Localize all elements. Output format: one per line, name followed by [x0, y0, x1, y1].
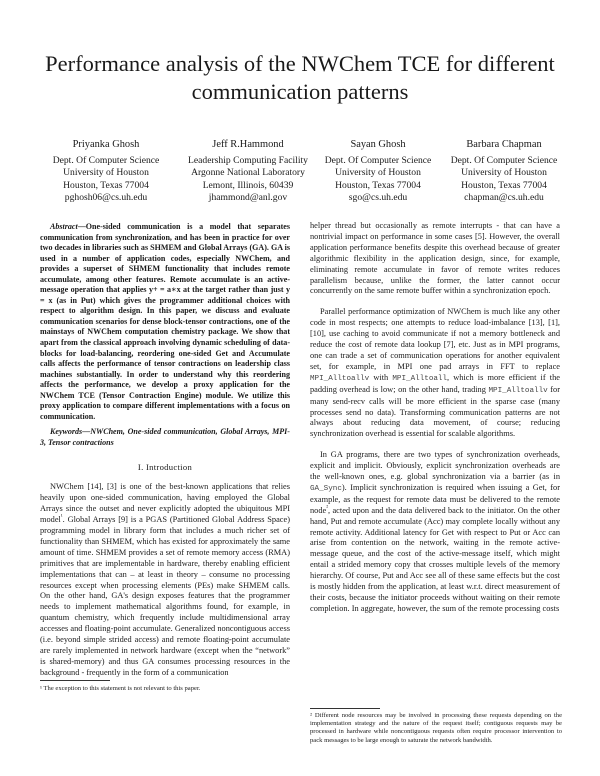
author-dept: Leadership Computing Facility [188, 154, 308, 166]
abstract [40, 222, 290, 422]
author-city: Houston, Texas 77004 [63, 179, 149, 191]
author-block [312, 139, 444, 205]
left-column [40, 222, 290, 679]
abstract-text: —One-sided communication is a model that separates communication from synchronization, and has been in practice for over two decades in libraries such as SHMEM and Global Arrays (GA). GA is used in a number of application codes, especially NWChem, and provides a superset of SHMEM functionality that includes remote accumulate, among other features. Remote accumulate is an active-message operation that applies y+ = a∗x at the target rather than just y = x (as in Put) which gives the programmer additional choices with respect to algorithm design. In this paper, we discuss and evaluate communication scenarios for dense block-tensor contractions, one of the mainstays of NWChem computation chemistry package. We show that apart from the classical approach involving dynamic scheduling of data-blocks for load-balancing, reordering one-sided Get and Accumulate calls affects the performance of tensor contractions on leadership class machines substantially. In order to understand why this reordering affects the performance, we develop a proxy application for the NWChem TCE (Tensor Contraction Engine) module. We utilize this proxy application to compare different implementations with a focus on communication. [40, 222, 290, 421]
footnote: ² Different node resources may be involved in processing these requests depending on the implementation strategy and the nature of the request itself; contiguous requests may be processed in hardware while noncontiguous requests often require processor intervention to pack messages to be large enough to saturate the network bandwidth. [310, 712, 562, 744]
author-name: Jeff R.Hammond [212, 139, 284, 150]
author-city: Houston, Texas 77004 [461, 179, 547, 191]
body-paragraph: Parallel performance optimization of NWChem is much like any other code in most respects; one attempts to reduce load-imbalance [13], [1], [10], use caching to avoid communicate if not a memory bottleneck and reduce the cost of remote data lookup [7], etc. Just as in MPI programs, one can trade a set of communication operations for another equivalent set, for example, in MPI one pad arrays in FFT to replace MPI_Alltoallv with MPI_Alltoall, which is more efficient if the padding overhead is low; on the other hand, trading MPI_Alltoallv for many send-recv calls will be more efficient in the sparse case (many processes send no data). Transforming communication patterns are not always about reducing data movement, of course; reducing synchronization overhead is essential for scalable algorithms. [310, 307, 561, 439]
author-dept: Dept. Of Computer Science [324, 154, 432, 166]
code-term: GA_Sync [310, 484, 342, 493]
keywords: Keywords—NWChem, One-sided communication, Global Arrays, MPI-3, Tensor contractions [40, 427, 290, 447]
footnote-mark: ¹ [60, 514, 63, 521]
footnote: ¹ The exception to this statement is not relevant to this paper. [40, 685, 201, 692]
paper-title: Performance analysis of the NWChem TCE for different communication patterns [45, 51, 555, 104]
section-heading: I. Introduction [137, 462, 193, 473]
body-paragraph: NWChem [14], [3] is one of the best-known applications that relies heavily upon one-sided communication, having employed the Global Arrays since the outset and never explicitly adopted the ubiquitous MPI model$^{^1}$. Global Arrays [9] is a PGAS (Partitioned Global Address Space) programming model in library form that includes a much richer set of functionality than SHMEM, which has existed for approximately the same amount of time. SHMEM provides a set of remote memory access (RMA) primitives that are implementable in hardware, thereby enabling efficient implementations that can – at least in theory – consume no processing resources except when processing elements (PEs) make SHMEM calls. On the other hand, GA's design exposes features that the programmer needs to implement mathematical algorithms found, for example, in quantum chemistry, which frequently include multidimensional array accesses and floating-point accumulate. Generalized noncontiguous access (i.e. beyond simple strided access) and remote floating-point accumulate are rarely implemented in network hardware (except when the “network” is shared-memory) and thus GA consumes processing resources in the background - frequently in the form of a communication [40, 482, 290, 677]
author-org: University of Houston [63, 167, 149, 179]
body-paragraph: helper thread but occasionally as remote interrupts - that can have a nontrivial impact on performance in some cases [5]. However, the overall application performance benefits despite this overhead because of greater algorithmic flexibility in the application design, since, for example, eliminating remote accumulate in favor of remote writes reduces parallelism because, unlike the former, the latter cannot occur concurrently on the same remote buffer within a synchronization epoch. [310, 221, 560, 296]
author-dept: Dept. Of Computer Science [52, 154, 160, 166]
code-term: MPI_Alltoallv [488, 386, 548, 395]
author-name: Barbara Chapman [466, 139, 542, 150]
author-block [438, 139, 570, 205]
footnote-rule [310, 708, 380, 709]
author-name: Sayan Ghosh [350, 139, 406, 150]
author-email: pghosh06@cs.uh.edu [64, 192, 148, 204]
author-email: sgo@cs.uh.edu [348, 192, 408, 204]
author-org: Argonne National Laboratory [191, 167, 305, 179]
right-column [310, 221, 560, 615]
author-city: Houston, Texas 77004 [335, 179, 421, 191]
author-dept: Dept. Of Computer Science [450, 154, 558, 166]
body-paragraph: In GA programs, there are two types of synchronization overheads, explicit and implicit. Obviously, explicit synchronization overheads are the well-known ones, e.g. global synchronization via a barrier (as in GA_Sync). Implicit synchronization is required when issuing a Get, for example, as the request for remote data must be delivered to the remote node$^{^2}$, acted upon and the data delivered back to the initiator. On the other hand, Put and remote accumulate (Acc) may complete locally without any remote activity. Additional latency for Get with respect to Put or Acc can arise from contention on the network, waiting in the remote active-message queue, and the cost of the active-message itself, which might entail a strided memory copy that crosses multiple levels of the memory hierarchy. Of course, Put and Acc see all of these same effects but the cost is mostly hidden from the application, at least w.r.t. direct measurement of their costs, because the initiator proceeds without waiting on their remote completion. In aggregate, however, the sum of the remote processing costs [310, 450, 560, 613]
footnote-mark: ² [326, 504, 329, 511]
code-term: MPI_Alltoallv [310, 374, 370, 383]
footnote-rule [40, 680, 110, 681]
author-block [172, 139, 324, 205]
author-block [40, 139, 172, 205]
author-name: Priyanka Ghosh [72, 139, 140, 150]
author-email: jhammond@anl.gov [208, 192, 288, 204]
abstract-label: Abstract [50, 222, 78, 231]
author-city: Lemont, Illinois, 60439 [202, 179, 294, 191]
author-email: chapman@cs.uh.edu [464, 192, 544, 204]
code-term: MPI_Alltoall [392, 374, 448, 383]
author-org: University of Houston [335, 167, 421, 179]
author-org: University of Houston [461, 167, 547, 179]
